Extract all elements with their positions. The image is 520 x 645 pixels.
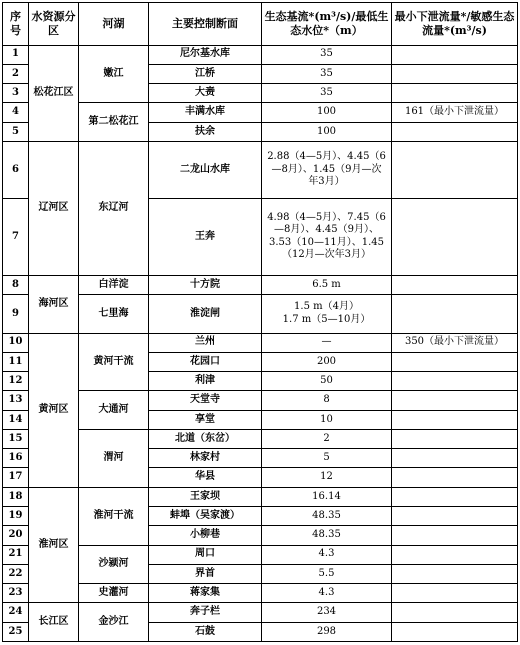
min-flow-cell: [392, 391, 518, 410]
river-cell: 淮河干流: [79, 487, 149, 545]
section-cell: 二龙山水库: [149, 141, 262, 198]
zone-cell: 海河区: [29, 275, 79, 333]
value-line: —8月）、1.45（9月—次: [271, 163, 382, 175]
table-row: [3, 429, 518, 448]
value-cell: 48.35: [262, 506, 392, 525]
header-section: 主要控制断面: [149, 3, 262, 46]
row-no: 14: [3, 410, 29, 429]
row-no: 20: [3, 526, 29, 545]
row-no: 18: [3, 487, 29, 506]
river-cell: 嫩江: [79, 45, 149, 103]
min-flow-cell: [392, 468, 518, 487]
value-cell: 50: [262, 372, 392, 391]
value-line: —8月）、4.45（9月）、: [274, 224, 379, 236]
row-no: 21: [3, 545, 29, 564]
section-cell: 十方院: [149, 275, 262, 294]
row-no: 13: [3, 391, 29, 410]
min-flow-cell: [392, 545, 518, 564]
table-row: [3, 391, 518, 410]
row-no: 11: [3, 352, 29, 371]
min-flow-cell: [392, 295, 518, 334]
table-row: [3, 103, 518, 122]
value-cell: 16.14: [262, 487, 392, 506]
value-cell: 234: [262, 603, 392, 622]
section-cell: 林家村: [149, 449, 262, 468]
section-cell: 丰满水库: [149, 103, 262, 122]
table-row: [3, 584, 518, 603]
row-no: 15: [3, 429, 29, 448]
value-cell: 12: [262, 468, 392, 487]
row-no: 24: [3, 603, 29, 622]
row-no: 6: [3, 141, 29, 198]
table-row: [3, 545, 518, 564]
river-cell: 史灌河: [79, 584, 149, 603]
river-cell: 黄河干流: [79, 333, 149, 391]
section-cell: 王家坝: [149, 487, 262, 506]
table-row: [3, 141, 518, 198]
river-cell: 渭河: [79, 429, 149, 487]
min-flow-cell: 161（最小下泄流量）: [392, 103, 518, 122]
row-no: 17: [3, 468, 29, 487]
zone-cell: 长江区: [29, 603, 79, 642]
table-row: [3, 487, 518, 506]
row-no: 12: [3, 372, 29, 391]
zone-cell: 辽河区: [29, 141, 79, 275]
section-cell: 小柳巷: [149, 526, 262, 545]
value-cell: 100: [262, 103, 392, 122]
header-no: 序号: [3, 3, 29, 46]
section-cell: 蒋家集: [149, 584, 262, 603]
header-river: 河湖: [79, 3, 149, 46]
section-cell: 大赉: [149, 84, 262, 103]
eco-flow-table: [2, 2, 518, 642]
section-cell: 兰州: [149, 333, 262, 352]
section-cell: 尼尔基水库: [149, 45, 262, 64]
section-cell: 石鼓: [149, 622, 262, 641]
value-line: 1.5 m（4月）: [294, 301, 359, 313]
section-cell: 利津: [149, 372, 262, 391]
section-cell: 北道（东岔）: [149, 429, 262, 448]
value-cell: 5.5: [262, 564, 392, 583]
min-flow-cell: [392, 622, 518, 641]
row-no: 7: [3, 198, 29, 275]
min-flow-cell: [392, 506, 518, 525]
value-cell: 100: [262, 122, 392, 141]
river-cell: 七里海: [79, 295, 149, 334]
value-cell: 4.3: [262, 584, 392, 603]
value-cell: 8: [262, 391, 392, 410]
value-cell: 5: [262, 449, 392, 468]
min-flow-cell: [392, 372, 518, 391]
value-cell: 2: [262, 429, 392, 448]
row-no: 25: [3, 622, 29, 641]
row-no: 5: [3, 122, 29, 141]
row-no: 8: [3, 275, 29, 294]
value-line: 3.53（10—11月）、1.45: [269, 236, 384, 248]
row-no: 2: [3, 64, 29, 83]
river-cell: 第二松花江: [79, 103, 149, 142]
section-cell: 扶余: [149, 122, 262, 141]
table-row: [3, 275, 518, 294]
header-base-flow: 生态基流*(m³/s)/最低生态水位*（m）: [262, 3, 392, 46]
row-no: 3: [3, 84, 29, 103]
min-flow-cell: [392, 275, 518, 294]
section-cell: 华县: [149, 468, 262, 487]
row-no: 16: [3, 449, 29, 468]
value-cell: [262, 295, 392, 334]
row-no: 4: [3, 103, 29, 122]
section-cell: 享堂: [149, 410, 262, 429]
section-cell: 淮淀闸: [149, 295, 262, 334]
value-cell: [262, 198, 392, 275]
min-flow-cell: 350（最小下泄流量）: [392, 333, 518, 352]
section-cell: 天堂寺: [149, 391, 262, 410]
river-cell: 大通河: [79, 391, 149, 430]
table-row: [3, 45, 518, 64]
value-line: 2.88（4—5月）、4.45（6: [267, 151, 386, 163]
min-flow-cell: [392, 45, 518, 64]
min-flow-cell: [392, 352, 518, 371]
section-cell: 花园口: [149, 352, 262, 371]
value-cell: —: [262, 333, 392, 352]
value-cell: 35: [262, 84, 392, 103]
row-no: 9: [3, 295, 29, 334]
zone-cell: 淮河区: [29, 487, 79, 603]
section-cell: 江桥: [149, 64, 262, 83]
value-line: （12月—次年3月）: [281, 249, 372, 261]
row-no: 1: [3, 45, 29, 64]
min-flow-cell: [392, 141, 518, 198]
section-cell: 王奔: [149, 198, 262, 275]
row-no: 10: [3, 333, 29, 352]
row-no: 23: [3, 584, 29, 603]
value-cell: 35: [262, 64, 392, 83]
value-cell: 298: [262, 622, 392, 641]
value-cell: 48.35: [262, 526, 392, 545]
value-cell: 200: [262, 352, 392, 371]
min-flow-cell: [392, 526, 518, 545]
header-row: [3, 3, 518, 46]
row-no: 22: [3, 564, 29, 583]
row-no: 19: [3, 506, 29, 525]
min-flow-cell: [392, 603, 518, 622]
value-cell: 4.3: [262, 545, 392, 564]
river-cell: 白洋淀: [79, 275, 149, 294]
zone-cell: 松花江区: [29, 45, 79, 141]
min-flow-cell: [392, 122, 518, 141]
value-line: 4.98（4—5月）、7.45（6: [267, 211, 386, 223]
section-cell: 蚌埠（吴家渡）: [149, 506, 262, 525]
header-min-flow: 最小下泄流量*/敏感生态流量*(m³/s): [392, 3, 518, 46]
table-row: [3, 603, 518, 622]
value-cell: 35: [262, 45, 392, 64]
min-flow-cell: [392, 198, 518, 275]
min-flow-cell: [392, 84, 518, 103]
value-line: 1.7 m（5—10月）: [282, 313, 371, 325]
zone-cell: 黄河区: [29, 333, 79, 487]
value-cell: 10: [262, 410, 392, 429]
min-flow-cell: [392, 487, 518, 506]
value-cell: [262, 141, 392, 198]
river-cell: 沙颍河: [79, 545, 149, 584]
value-line: 年3月）: [308, 176, 345, 188]
min-flow-cell: [392, 64, 518, 83]
value-cell: 6.5 m: [262, 275, 392, 294]
min-flow-cell: [392, 564, 518, 583]
river-cell: 东辽河: [79, 141, 149, 275]
section-cell: 奔子栏: [149, 603, 262, 622]
table-row: [3, 295, 518, 334]
min-flow-cell: [392, 449, 518, 468]
min-flow-cell: [392, 584, 518, 603]
section-cell: 界首: [149, 564, 262, 583]
section-cell: 周口: [149, 545, 262, 564]
river-cell: 金沙江: [79, 603, 149, 642]
min-flow-cell: [392, 429, 518, 448]
min-flow-cell: [392, 410, 518, 429]
header-zone: 水资源分区: [29, 3, 79, 46]
table-row: [3, 333, 518, 352]
